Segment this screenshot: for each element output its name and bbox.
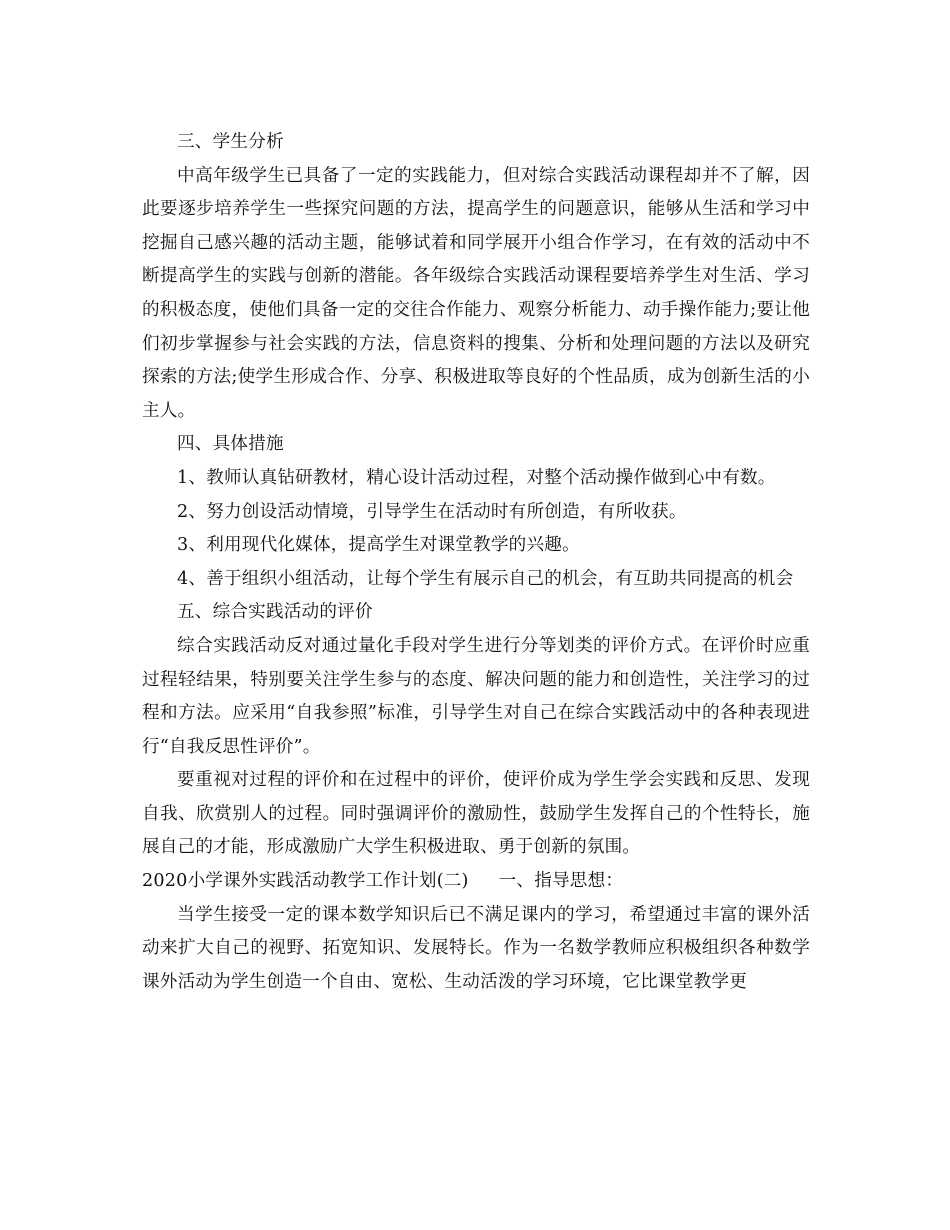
paragraph-evaluation-1: 综合实践活动反对通过量化手段对学生进行分等划类的评价方式。在评价时应重过程轻结果，特别要关注学生参与的态度、解决问题的能力和创造性，关注学习的过程和方法。应采用“自我参照”标准，引导学生对自己在综合实践活动中的各种表现进行“自我反思性评价”。 (142, 635, 810, 757)
section-heading-student-analysis: 三、学生分析 (177, 132, 284, 152)
document-body (142, 126, 810, 999)
section-heading-measures: 四、具体措施 (177, 434, 284, 455)
paragraph-evaluation-2: 要重视对过程的评价和在过程中的评价，使评价成为学生学会实践和反思、发现自我、欣赏别人的过程。同时强调评价的激励性，鼓励学生发挥自己的个性特长，施展自己的才能，形成激励广大学生积极进取、勇于创新的氛围。 (142, 770, 810, 858)
paragraph-student-analysis: 中高年级学生已具备了一定的实践能力，但对综合实践活动课程却并不了解，因此要逐步培养学生一些探究问题的方法，提高学生的问题意识，能够从生活和学习中挖掘自己感兴趣的活动主题，能够试着和同学展开小组合作学习，在有效的活动中不断提高学生的实践与创新的潜能。各年级综合实践活动课程要培养学生对生活、学习的积极态度，使他们具备一定的交往合作能力、观察分析能力、动手操作能力;要让他们初步掌握参与社会实践的方法，信息资料的搜集、分析和处理问题的方法以及研究探索的方法;使学生形成合作、分享、积极进取等良好的个性品质，成为创新生活的小主人。 (142, 165, 810, 421)
section-heading-evaluation: 五、综合实践活动的评价 (177, 602, 373, 623)
measure-item-2: 2、努力创设活动情境，引导学生在活动时有所创造，有所收获。 (177, 501, 687, 522)
plan-first-heading: 一、指导思想： (498, 871, 624, 892)
measure-item-4: 4、善于组织小组活动，让每个学生有展示自己的机会，有互助共同提高的机会 (177, 568, 794, 589)
paragraph-guiding-thought: 当学生接受一定的课本数学知识后已不满足课内的学习，希望通过丰富的课外活动来扩大自己的视野、拓宽知识、发展特长。作为一名数学教师应积极组织各种数学课外活动为学生创造一个自由、宽松、生动活泼的学习环境，它比课堂教学更 (142, 904, 810, 992)
plan-title: 2020小学课外实践活动教学工作计划(二) (142, 871, 469, 892)
plan-title-line (142, 865, 810, 899)
measure-item-1: 1、教师认真钻研教材，精心设计活动过程，对整个活动操作做到心中有数。 (177, 467, 776, 488)
measure-item-3: 3、利用现代化媒体，提高学生对课堂教学的兴趣。 (177, 535, 580, 556)
